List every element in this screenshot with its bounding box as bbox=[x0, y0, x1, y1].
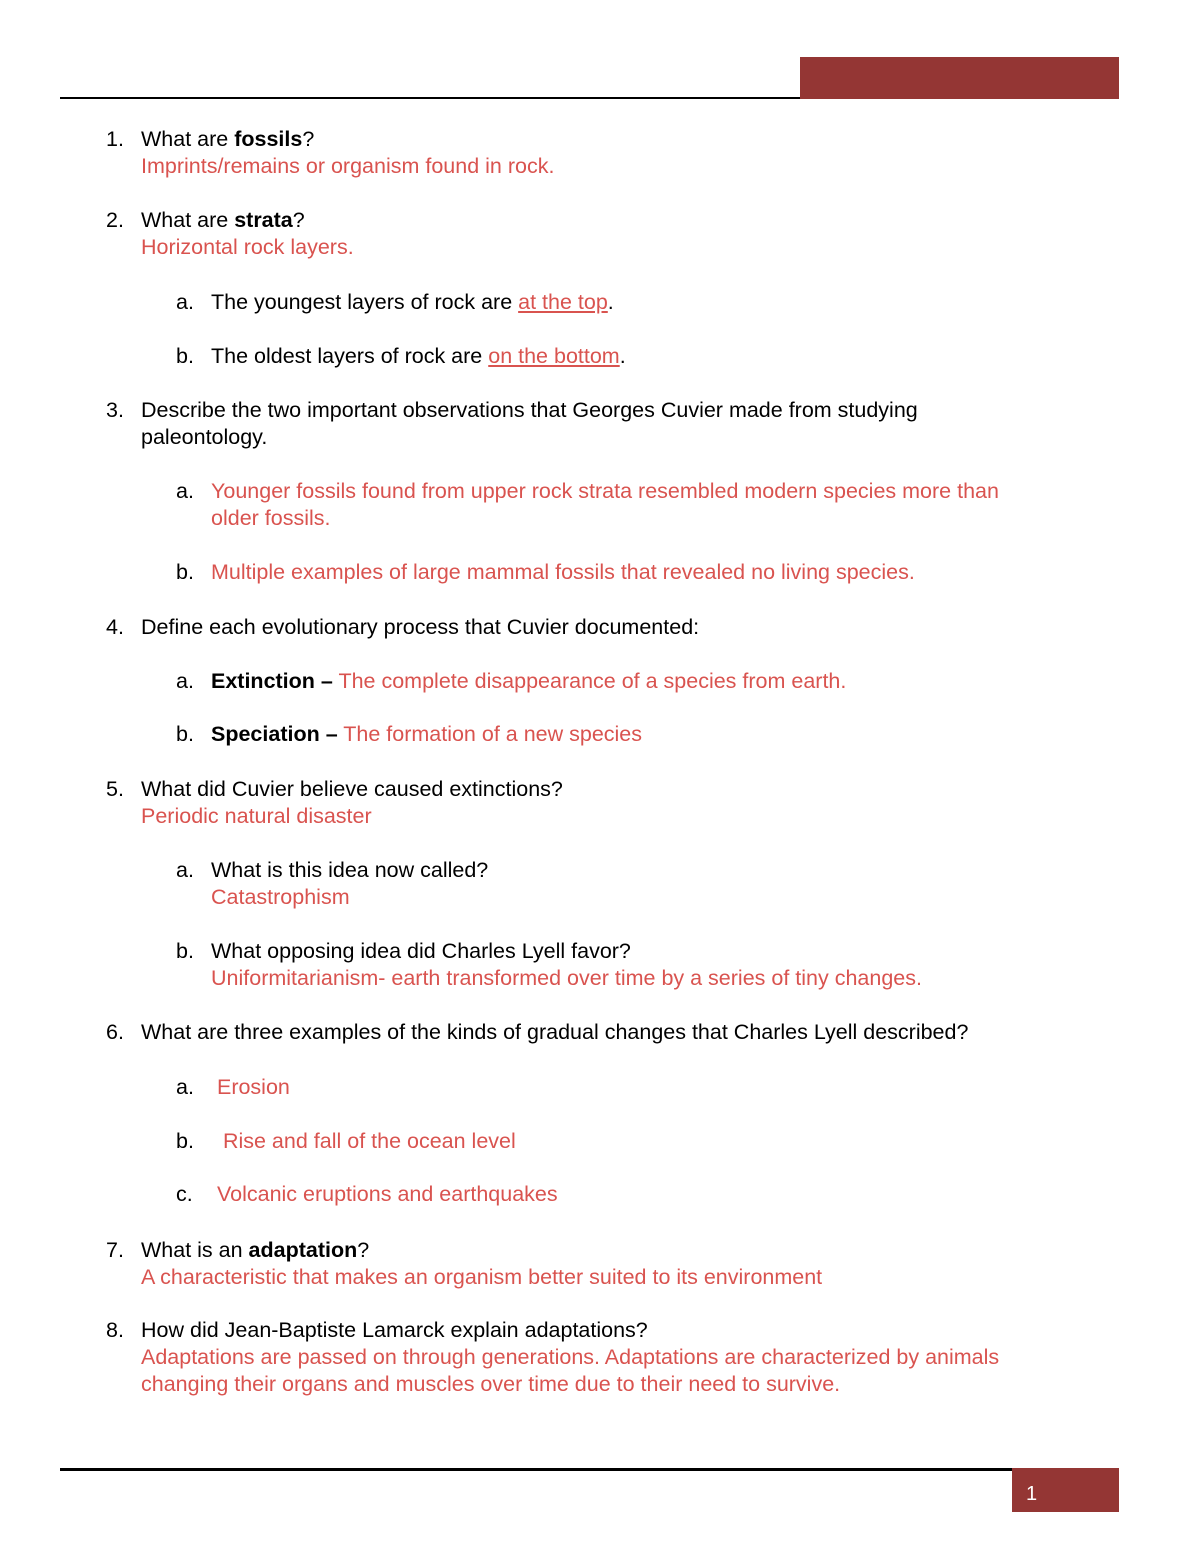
q2-question: What are strata? bbox=[141, 208, 305, 232]
q4a-item bbox=[211, 668, 846, 695]
q8-number: 8. bbox=[106, 1318, 124, 1342]
q5-question: What did Cuvier believe caused extinctions? bbox=[141, 777, 563, 801]
header-accent-block bbox=[800, 57, 1119, 99]
q1-question: What are fossils? bbox=[141, 127, 315, 151]
q8-answer-line2: changing their organs and muscles over time due to their need to survive. bbox=[141, 1372, 841, 1396]
q4a-letter: a. bbox=[176, 669, 194, 693]
q4-question: Define each evolutionary process that Cuvier documented: bbox=[141, 615, 700, 639]
q6b-answer: Rise and fall of the ocean level bbox=[211, 1129, 516, 1153]
q2a-letter: a. bbox=[176, 290, 194, 314]
q6-question: What are three examples of the kinds of gradual changes that Charles Lyell described? bbox=[141, 1020, 969, 1044]
q6c-answer: Volcanic eruptions and earthquakes bbox=[211, 1182, 558, 1206]
q5a-answer: Catastrophism bbox=[211, 885, 350, 909]
q6a-answer: Erosion bbox=[211, 1075, 290, 1099]
q4a-term: Extinction – bbox=[211, 669, 333, 693]
q7-question: What is an adaptation? bbox=[141, 1238, 370, 1262]
q3-number: 3. bbox=[106, 398, 124, 422]
page-number: 1 bbox=[1026, 1483, 1038, 1505]
q6b-letter: b. bbox=[176, 1129, 194, 1153]
q3a-answer-line1: Younger fossils found from upper rock strata resembled modern species more than bbox=[211, 479, 999, 503]
q7-number: 7. bbox=[106, 1238, 124, 1262]
q5a-letter: a. bbox=[176, 858, 194, 882]
q3b-answer: Multiple examples of large mammal fossils that revealed no living species. bbox=[211, 560, 915, 584]
q3a-letter: a. bbox=[176, 479, 194, 503]
q4b-letter: b. bbox=[176, 722, 194, 746]
q6-number: 6. bbox=[106, 1020, 124, 1044]
q2b-letter: b. bbox=[176, 344, 194, 368]
q6a-letter: a. bbox=[176, 1075, 194, 1099]
q5a-question: What is this idea now called? bbox=[211, 858, 489, 882]
q3a-answer-line2: older fossils. bbox=[211, 506, 331, 530]
q2-number: 2. bbox=[106, 208, 124, 232]
q4a-answer: The complete disappearance of a species from earth. bbox=[332, 669, 847, 693]
q5b-letter: b. bbox=[176, 939, 194, 963]
q2b-item: The oldest layers of rock are on the bottom. bbox=[211, 344, 626, 368]
q1-number: 1. bbox=[106, 127, 124, 151]
q2a-answer: at the top bbox=[518, 290, 608, 314]
q4b-answer: The formation of a new species bbox=[337, 722, 643, 746]
header-rule bbox=[60, 97, 800, 99]
q5-answer: Periodic natural disaster bbox=[141, 804, 372, 828]
q3-question-line2: paleontology. bbox=[141, 425, 268, 449]
q2-answer: Horizontal rock layers. bbox=[141, 235, 354, 259]
q8-question: How did Jean-Baptiste Lamarck explain adaptations? bbox=[141, 1318, 648, 1342]
q5b-question: What opposing idea did Charles Lyell favor? bbox=[211, 939, 631, 963]
q2a-item: The youngest layers of rock are at the top. bbox=[211, 290, 614, 314]
q8-answer-line1: Adaptations are passed on through generations. Adaptations are characterized by animals bbox=[141, 1345, 1000, 1369]
q7-answer: A characteristic that makes an organism better suited to its environment bbox=[141, 1265, 823, 1289]
q5-number: 5. bbox=[106, 777, 124, 801]
q3b-letter: b. bbox=[176, 560, 194, 584]
footer-rule bbox=[60, 1468, 1012, 1471]
q3-question-line1: Describe the two important observations that Georges Cuvier made from studying bbox=[141, 398, 918, 422]
q2b-answer: on the bottom bbox=[488, 344, 620, 368]
q4b-item bbox=[211, 721, 642, 748]
q4b-term: Speciation – bbox=[211, 722, 338, 746]
q4-number: 4. bbox=[106, 615, 124, 639]
q5b-answer: Uniformitarianism- earth transformed over time by a series of tiny changes. bbox=[211, 966, 922, 990]
q1-answer: Imprints/remains or organism found in rock. bbox=[141, 154, 555, 178]
q6c-letter: c. bbox=[176, 1182, 193, 1206]
